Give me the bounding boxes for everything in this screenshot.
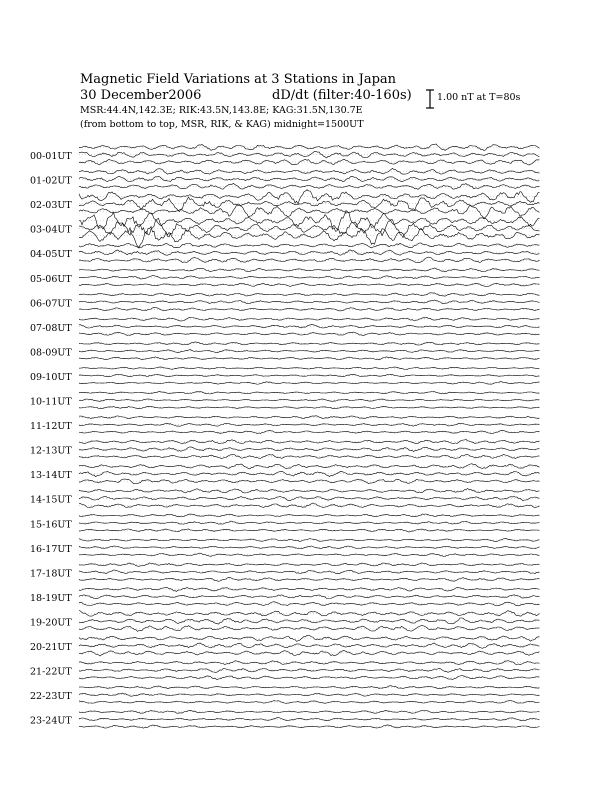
scale-bar bbox=[426, 90, 434, 108]
trace-rik-row-13 bbox=[79, 471, 540, 476]
hour-label: 03-04UT bbox=[30, 224, 72, 236]
hour-label: 12-13UT bbox=[30, 445, 72, 457]
trace-msr-row-6 bbox=[79, 308, 540, 311]
hour-label: 02-03UT bbox=[30, 200, 72, 212]
trace-rik-row-14 bbox=[79, 496, 540, 501]
trace-msr-row-13 bbox=[79, 479, 540, 484]
trace-rik-row-21 bbox=[79, 668, 540, 672]
trace-rik-row-12 bbox=[79, 447, 540, 452]
trace-kag-row-18 bbox=[79, 587, 540, 591]
hour-label: 06-07UT bbox=[30, 298, 72, 310]
trace-msr-row-8 bbox=[79, 357, 540, 360]
trace-msr-row-21 bbox=[79, 676, 540, 680]
trace-kag-row-19 bbox=[79, 610, 540, 616]
station-order-note: (from bottom to top, MSR, RIK, & KAG) midnight=1500UT bbox=[80, 119, 364, 130]
chart-title: Magnetic Field Variations at 3 Stations in Japan bbox=[80, 72, 397, 87]
hour-label: 07-08UT bbox=[30, 322, 72, 334]
hour-label: 05-06UT bbox=[30, 273, 72, 285]
hour-labels bbox=[30, 151, 72, 727]
hour-label: 19-20UT bbox=[30, 617, 72, 629]
trace-kag-row-15 bbox=[79, 514, 540, 517]
hour-label: 04-05UT bbox=[30, 249, 72, 261]
trace-msr-row-4 bbox=[79, 257, 540, 263]
chart-date: 30 December2006 bbox=[80, 88, 202, 103]
hour-label: 18-19UT bbox=[30, 592, 72, 604]
hour-label: 10-11UT bbox=[30, 396, 72, 408]
trace-msr-row-14 bbox=[79, 503, 540, 508]
trace-rik-row-2 bbox=[79, 197, 540, 212]
trace-rik-row-7 bbox=[79, 325, 540, 328]
hour-label: 14-15UT bbox=[30, 494, 72, 506]
trace-rik-row-22 bbox=[79, 693, 540, 696]
trace-rik-row-17 bbox=[79, 570, 540, 574]
hour-label: 11-12UT bbox=[30, 421, 72, 433]
trace-msr-row-5 bbox=[79, 283, 540, 286]
hour-label: 15-16UT bbox=[30, 519, 72, 531]
trace-rik-row-16 bbox=[79, 546, 540, 549]
hour-label: 16-17UT bbox=[30, 543, 72, 555]
trace-kag-row-2 bbox=[79, 190, 540, 204]
hour-label: 08-09UT bbox=[30, 347, 72, 359]
trace-kag-row-7 bbox=[79, 317, 540, 321]
hour-label: 00-01UT bbox=[30, 151, 72, 162]
trace-kag-row-9 bbox=[79, 367, 540, 370]
trace-rik-row-3 bbox=[79, 218, 540, 237]
trace-msr-row-17 bbox=[79, 578, 540, 582]
hour-label: 01-02UT bbox=[30, 175, 72, 187]
trace-msr-row-12 bbox=[79, 454, 540, 458]
hour-label: 20-21UT bbox=[30, 642, 72, 653]
hour-label: 13-14UT bbox=[30, 470, 72, 482]
hour-label: 21-22UT bbox=[30, 666, 72, 678]
hour-label: 17-18UT bbox=[30, 568, 72, 580]
chart-quantity: dD/dt (filter:40-160s) bbox=[272, 88, 412, 103]
trace-kag-row-1 bbox=[79, 168, 540, 174]
station-coordinates: MSR:44.4N,142.3E; RIK:43.5N,143.8E; KAG:31.5N,130.7E bbox=[80, 105, 363, 116]
trace-msr-row-11 bbox=[79, 430, 540, 433]
hour-label: 22-23UT bbox=[30, 691, 72, 703]
traces bbox=[79, 144, 540, 728]
hour-label: 23-24UT bbox=[30, 715, 72, 727]
trace-kag-row-11 bbox=[79, 416, 540, 419]
hour-label: 09-10UT bbox=[30, 371, 72, 383]
trace-rik-row-5 bbox=[79, 276, 540, 280]
scale-label: 1.00 nT at T=80s bbox=[437, 92, 521, 103]
